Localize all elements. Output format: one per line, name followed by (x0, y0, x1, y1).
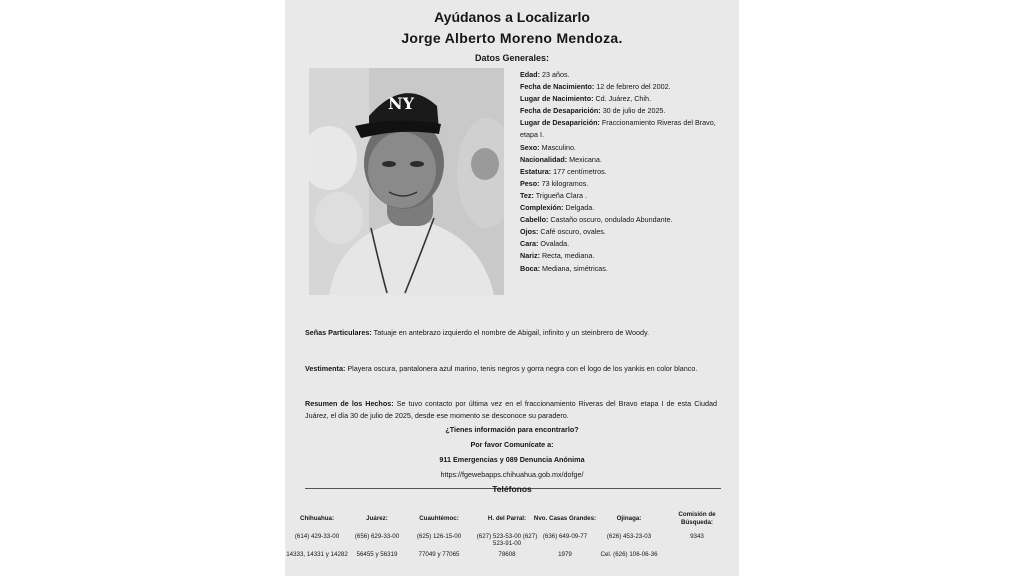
summary-value: Se tuvo contacto por última vez en el fraccionamiento Riveras del Bravo etapa I de esta Ciudad Juárez, el día 30 de julio de 2025, desde ese momento se desconoce su paradero. (305, 399, 717, 420)
detail-value: 73 kilogramos. (541, 178, 589, 188)
information-question: ¿Tienes información para encontrarlo? (445, 425, 579, 434)
detail-value: Fraccionamiento Riveras del Bravo, etapa I. (520, 118, 716, 140)
phone-region: Comisión de Búsqueda: (678, 511, 716, 526)
phone-column (285, 503, 349, 558)
detail-row (520, 166, 732, 178)
detail-row (520, 142, 732, 154)
phone-region: Nvo. Casas Grandes: (533, 515, 597, 522)
detail-value: Delgada. (565, 203, 595, 213)
phone-number: 9343 (690, 533, 704, 540)
phone-number: (625) 126-15-00 (416, 533, 462, 540)
phones-table (285, 503, 739, 576)
detail-label: Nariz: (520, 251, 540, 261)
detail-value: Cd. Juárez, Chih. (595, 94, 652, 104)
detail-label: Fecha de Nacimiento: (520, 82, 595, 92)
person-photo (309, 68, 504, 295)
phone-extension: 56455 y 56319 (356, 551, 398, 558)
detail-label: Boca: (520, 263, 540, 273)
phone-region: Juárez: (366, 515, 388, 522)
phone-number: (626) 453-23-03 (606, 533, 652, 540)
detail-row (520, 202, 732, 214)
detail-row (520, 81, 732, 93)
detail-label: Nacionalidad: (520, 154, 568, 164)
detail-value: Café oscuro, ovales. (540, 227, 606, 237)
detail-value: Mexicana. (569, 154, 602, 164)
detail-value: 30 de julio de 2025. (602, 106, 666, 116)
emergency-numbers: 911 Emergencias y 089 Denuncia Anónima (439, 455, 585, 464)
phone-column (665, 503, 729, 551)
person-name: Jorge Alberto Moreno Mendoza. (401, 30, 623, 46)
detail-row (520, 214, 732, 226)
detail-row (520, 69, 732, 81)
marks-label: Señas Particulares: (305, 328, 372, 337)
phone-number: (656) 629-33-00 (354, 533, 400, 540)
phone-number: (614) 429-33-00 (294, 533, 340, 540)
detail-label: Estatura: (520, 166, 552, 176)
phone-region: H. del Parral: (487, 515, 527, 522)
detail-row (520, 263, 732, 275)
detail-row (520, 154, 732, 166)
general-data-list (520, 69, 732, 275)
detail-value: 177 centímetros. (553, 166, 607, 176)
cap-logo: NY (387, 94, 415, 113)
detail-value: Trigueña Clara . (535, 190, 587, 200)
phone-column (345, 503, 409, 558)
detail-row (520, 226, 732, 238)
detail-row (520, 190, 732, 202)
facts-summary (305, 398, 717, 422)
phone-number: (636) 649-09-77 (542, 533, 588, 540)
contact-prompt: Por favor Comunícate a: (470, 440, 554, 449)
detail-value: Ovalada. (540, 239, 570, 249)
detail-row (520, 105, 732, 117)
phone-extension: 1979 (558, 551, 572, 558)
detail-label: Complexión: (520, 203, 564, 213)
detail-row (520, 250, 732, 262)
detail-value: 12 de febrero del 2002. (596, 82, 671, 92)
detail-row (520, 117, 732, 141)
summary-label: Resumen de los Hechos: (305, 399, 394, 408)
phone-column (533, 503, 597, 558)
detail-value: Masculino. (541, 142, 576, 152)
phones-heading: Teléfonos (492, 484, 532, 494)
distinguishing-marks (305, 327, 717, 339)
phone-number: (627) 523-53-00 (627) 523-91-00 (476, 533, 538, 547)
clothing (305, 363, 717, 375)
phone-extension: Cel. (626) 106-06-36 (600, 551, 658, 558)
detail-row (520, 93, 732, 105)
phone-region: Cuauhtémoc: (419, 515, 459, 522)
detail-label: Lugar de Desaparición: (520, 118, 600, 128)
clothing-label: Vestimenta: (305, 364, 346, 373)
detail-row (520, 178, 732, 190)
general-data-heading: Datos Generales: (474, 53, 550, 63)
detail-label: Fecha de Desaparición: (520, 106, 601, 116)
flyer-title: Ayúdanos a Localizarlo (434, 9, 590, 25)
detail-value: Recta, mediana. (541, 251, 595, 261)
detail-value: Mediana, simétricas. (541, 263, 608, 273)
detail-label: Tez: (520, 190, 534, 200)
detail-label: Edad: (520, 70, 540, 79)
detail-label: Peso: (520, 178, 540, 188)
phone-column (407, 503, 471, 558)
detail-value: Castaño oscuro, ondulado Abundante. (550, 215, 673, 225)
marks-value: Tatuaje en antebrazo izquierdo el nombre de Abigail, infinito y un steinbrero de Woody. (373, 328, 650, 337)
detail-label: Sexo: (520, 142, 540, 152)
photo-illustration (309, 68, 504, 295)
phone-column (597, 503, 661, 558)
phone-extension: 78608 (498, 551, 516, 558)
phone-column (475, 503, 539, 558)
detail-label: Cara: (520, 239, 539, 249)
detail-label: Cabello: (520, 215, 549, 225)
phone-region: Ojinaga: (616, 515, 642, 522)
phone-extension: 77049 y 77065 (418, 551, 460, 558)
phone-region: Chihuahua: (299, 515, 335, 522)
report-url: https://fgewebapps.chihuahua.gob.mx/dofge/ (440, 470, 584, 479)
clothing-value: Playera oscura, pantalonera azul marino, tenis negros y gorra negra con el logo de los yankis en color blanco. (347, 364, 698, 373)
detail-label: Lugar de Nacimiento: (520, 94, 594, 104)
detail-row (520, 238, 732, 250)
detail-label: Ojos: (520, 227, 539, 237)
detail-value: 23 años. (541, 70, 570, 79)
missing-person-flyer (285, 0, 739, 576)
phone-extension: 14333, 14331 y 14282 (286, 551, 348, 558)
